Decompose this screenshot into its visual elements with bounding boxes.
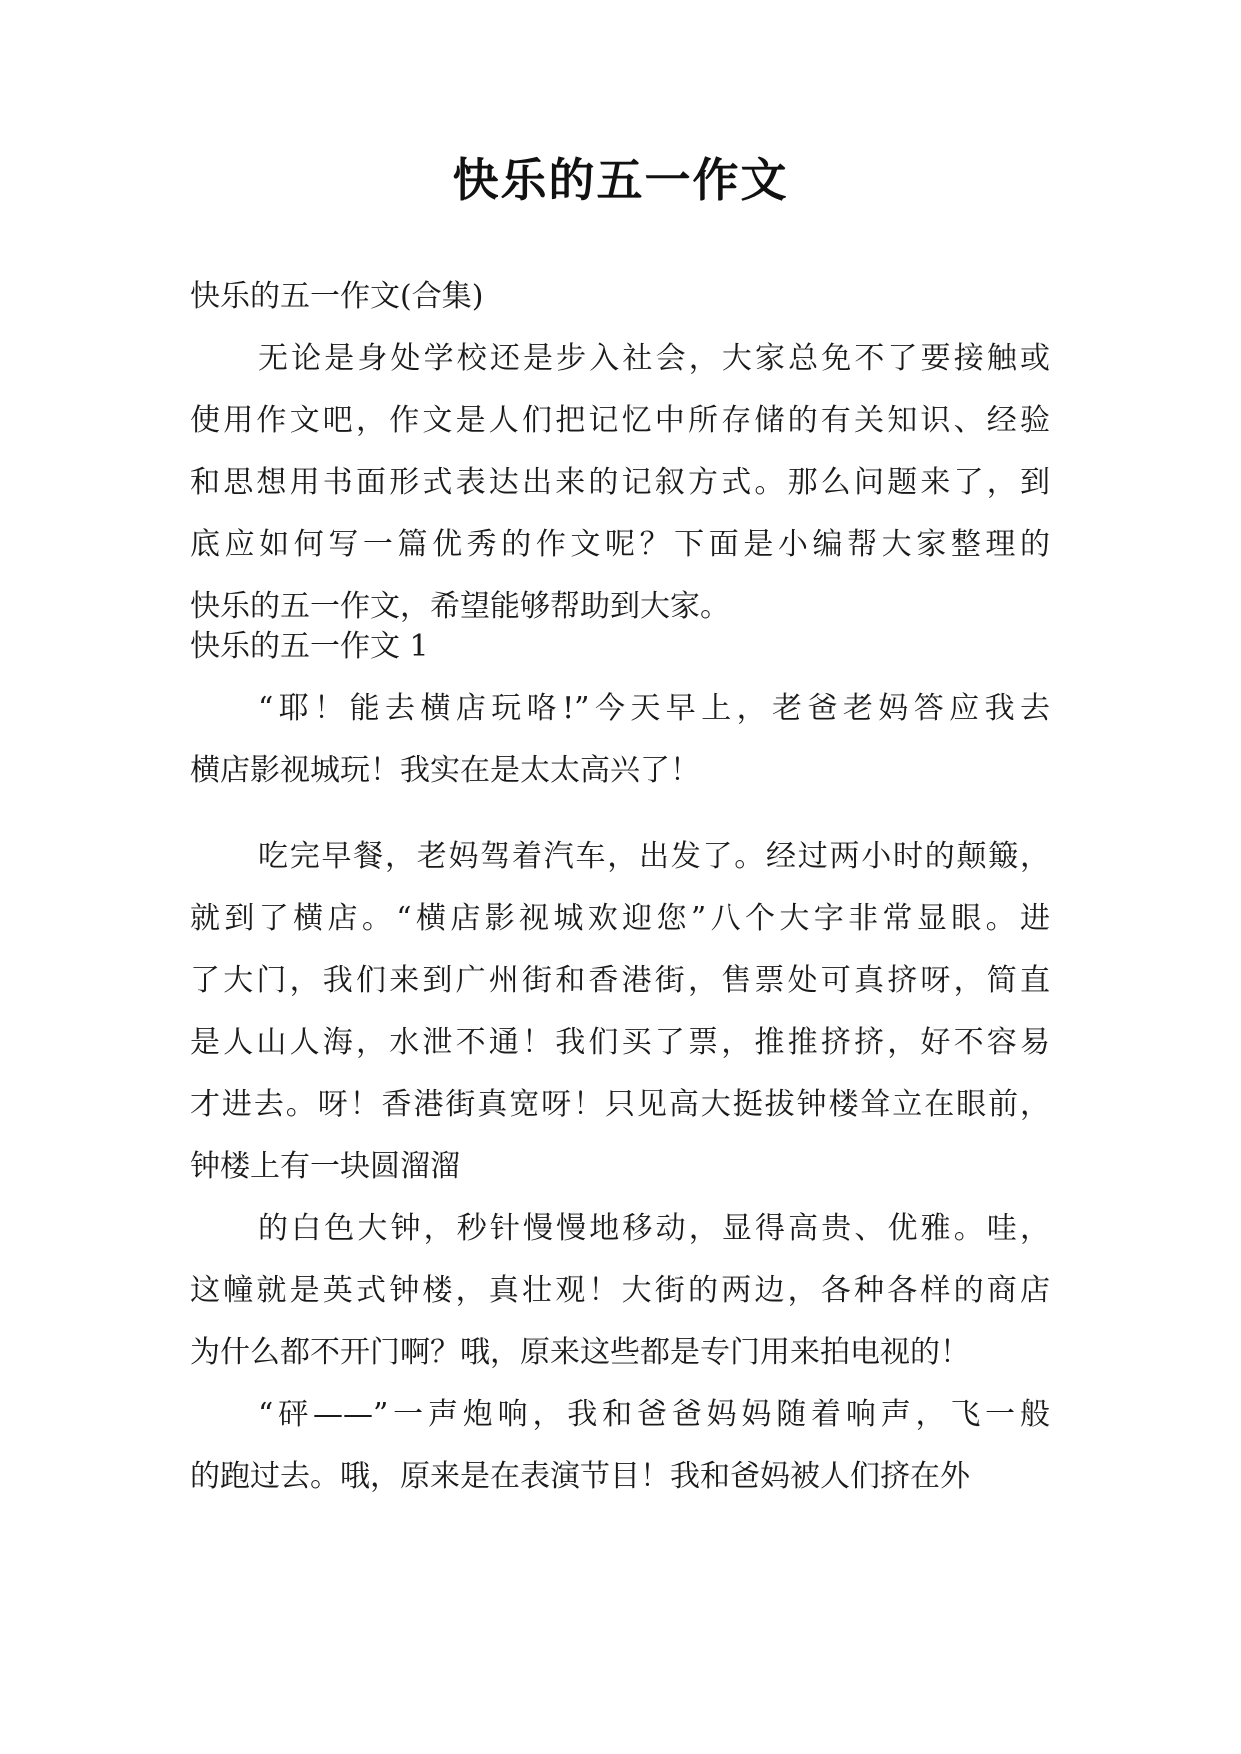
essay-line: 的白色大钟，秒针慢慢地移动，显得高贵、优雅。哇，	[258, 1211, 1050, 1246]
collection-heading: 快乐的五一作文(合集)	[190, 279, 484, 314]
essay-line: “耶！能去横店玩咯!”今天早上，老爸老妈答应我去	[258, 691, 1050, 726]
essay-line: “砰——”一声炮响，我和爸爸妈妈随着响声，飞一般	[258, 1397, 1050, 1432]
document-body	[190, 266, 1050, 638]
essay-line: 的跑过去。哦，原来是在表演节目！我和爸妈被人们挤在外	[190, 1459, 970, 1494]
intro-line: 无论是身处学校还是步入社会，大家总免不了要接触或	[258, 341, 1050, 376]
essay-1	[190, 616, 1050, 802]
essay-line: 就到了横店。“横店影视城欢迎您”八个大字非常显眼。进	[190, 901, 1050, 936]
essay-paragraph	[190, 678, 1050, 802]
essay-1-continued	[190, 826, 1050, 1508]
essay-paragraph	[190, 826, 1050, 1198]
intro-line: 快乐的五一作文，希望能够帮助到大家。	[190, 589, 730, 624]
document-title: 快乐的五一作文	[452, 153, 789, 207]
essay-line: 为什么都不开门啊？哦，原来这些都是专门用来拍电视的！	[190, 1335, 970, 1370]
essay-paragraph	[190, 1198, 1050, 1384]
essay-heading: 快乐的五一作文 1	[190, 629, 429, 664]
essay-line: 横店影视城玩！我实在是太太高兴了！	[190, 753, 700, 788]
essay-line: 钟楼上有一块圆溜溜	[190, 1149, 460, 1184]
intro-line: 底应如何写一篇优秀的作文呢？下面是小编帮大家整理的	[190, 527, 1050, 562]
intro-line: 使用作文吧，作文是人们把记忆中所存储的有关知识、经验	[190, 403, 1050, 438]
essay-line: 这幢就是英式钟楼，真壮观！大街的两边，各种各样的商店	[190, 1273, 1050, 1308]
essay-line: 吃完早餐，老妈驾着汽车，出发了。经过两小时的颠簸，	[258, 839, 1050, 874]
essay-line: 是人山人海，水泄不通！我们买了票，推推挤挤，好不容易	[190, 1025, 1050, 1060]
essay-line: 才进去。呀！香港街真宽呀！只见高大挺拔钟楼耸立在眼前，	[190, 1087, 1050, 1122]
intro-paragraph	[190, 328, 1050, 638]
essay-line: 了大门，我们来到广州街和香港街，售票处可真挤呀，简直	[190, 963, 1050, 998]
essay-paragraph	[190, 1384, 1050, 1508]
intro-line: 和思想用书面形式表达出来的记叙方式。那么问题来了，到	[190, 465, 1050, 500]
